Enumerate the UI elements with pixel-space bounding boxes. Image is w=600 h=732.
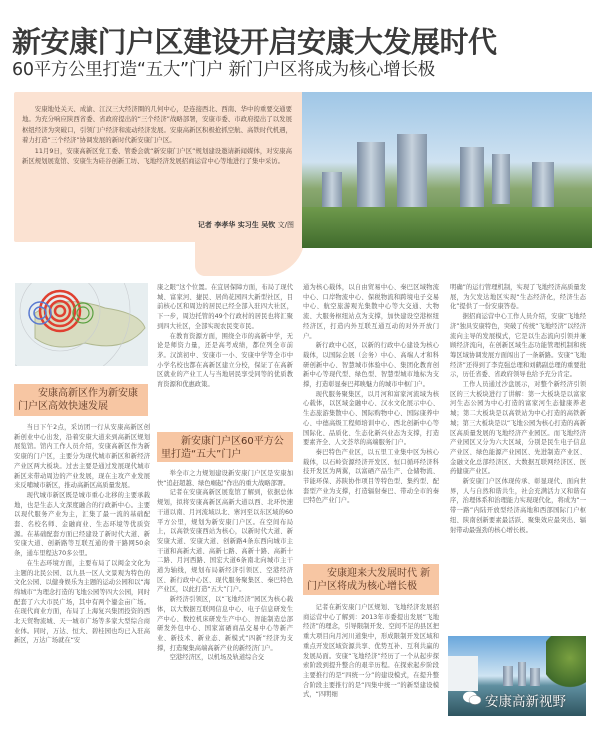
watermark [462, 690, 566, 710]
column-3-top [303, 283, 439, 558]
headline: 新安康门户区建设开启安康大发展时代 [12, 25, 497, 59]
intro-paragraph: 安康地处关天、成渝、江汉三大经济圈的几何中心，是连接西北、西南、华中的重要交通要地。为充分响应陕西省委、省政府提出的“三个经济”战略部署，安康市委、市政府提出了以发展枢纽经济为突破口，引领门户经济和流动经济发展。安康高新区积极抢抓空航、高铁时代机遇，着力打造“三个经济”协调发展的新时代新安康门户区。 [22, 105, 292, 145]
subhead-2 [157, 432, 293, 462]
subhead-1 [14, 384, 148, 416]
paragraph: 在教育资源方面，围绕全市的高新中学，无论是师资力量，还是高考成绩，都位列全市前茅。汉滨初中、安康市一小、安康中学等全市中小学名校也都在高新区建立分校，保证了在高新区就业的产业工人与当地居民享受同等的优质教育资源和优惠政策。 [157, 332, 293, 389]
column-1 [14, 423, 150, 731]
paragraph: 秦巴特色产业区，以五里工业集中区为核心载体，以石岭资源经济开发区、恒口循环经济科技开发区为两翼，以富硒产品生产、仓储物流、节能环保、苏陕协作项目等特色型、集约型、配套型产业为支撑，打造辐射秦巴、带动全市的秦巴特色产业门户。 [303, 448, 439, 505]
paragraph: 空港经济区，以机场及轨道综合交 [169, 654, 265, 662]
map-image [15, 283, 148, 366]
subhead-text: 安康迎来大发展时代 新门户区将成为核心增长极 [307, 568, 431, 592]
byline [198, 220, 294, 230]
paragraph: 现代城市新区既是城市重心北移的主要承载地，也是生态人文深度融合的行政新中心。主要以现代服务产业为主，汇集了最一流的基础配套、名校名师、金融商业、生态环境等优质资源。在基础配套方面已经建设了新时代大道、新安康大道、创新路等互联互通的骨干路网50余条，通车里程达70多公里。 [14, 491, 150, 558]
intro-text [22, 104, 292, 166]
wechat-icon [462, 690, 482, 710]
subhead-text: 新安康门户区60平方公里打造“五大”门户 [161, 436, 284, 460]
intro-box-tail [195, 236, 305, 276]
paragraph: 据招商运营中心工作人员介绍，安康“飞地经济”独具安康特色，突破了传统“飞地经济”以经济流向主导的发展模式，它是以生态流向引领并兼顾经济流向，在创新区域生态功能管理机制和统筹区域协调发展方面闯出了一条新路。安康“飞地经济”还得到了李克强总理和刘鹤副总理的重要批示，历任省委、省政府领导也给予充分肯定。 [450, 313, 586, 379]
paragraph: 明确”的运行管理机制，实现了飞地经济高质量发展，为欠发达地区实现“生态经济化，经济生态化”提供了一份安康答卷。 [450, 284, 586, 311]
paragraph: 新行政中心区，以新的行政中心建设为核心载体，以国际会展（会务）中心、高端人才和科研创新中心、智慧城市体验中心、集团化教育创新中心等现代型、绿色型、智慧型城市地标为支撑，打造彰显秦巴邦映魅力的城市中枢门户。 [303, 342, 439, 389]
column-2-top [157, 283, 293, 423]
paragraph: 康之眼”这个位置。在宜居保障方面，布局了现代城、富家河、捷民、居尚花园四大新型社区，目前核心区和周边的居民已经全部入驻四大社区，下一步，周边托管的49个行政村的居民也将汇聚到四大社区，全部实现农民变市民。 [157, 284, 293, 330]
intro-paragraph: 11月9日，安康高新区党工委、管委会就“新安康门户区”规划建设邀请新闻媒体，对安康高新区规划展览馆、安康生为硅谷创新工坊、飞地经济发展招商运营中心等地进行了集中采访。 [22, 146, 292, 166]
paragraph: 通为核心载体，以自由贸易中心、秦巴区域物流中心、口岸物流中心、保税物流和跨境电子交易中心、航空旅游观光集散中心等大交通、大物流、大服务枢纽站点为支撑，加快建设空港枢纽经济区，打造内外互联互通互动的对外开放门户。 [303, 284, 439, 340]
paragraph: 记者在安康高新区展览馆了解到，依据总体规划，拟将安康高新区高新大道以西、北环快速干道以南、月河流域以北、寨河至以东区域的60平方公里，规划为新安康门户区。在空间布局上，以高铁安康西站为核心，以新时代大道、新安康大道、安康大道、创新路4条东西向城市主干道和高新大道、高新七路、高新十路、高新十二路、月河西路、国宏大道6条南北向城市主干道为轴线，规划布局新经济引领区、空港经济区、新行政中心区、现代服务聚集区、秦巴特色产业区，以此打造“五大”门户。 [157, 489, 293, 594]
paragraph: 当日下午2点，采访团一行从安康高新区创新创业中心出发，沿着安康大道来到高新区规划展览馆。馆内工作人员介绍，安康高新区作为新安康的门户区，主要分为现代城市新区和新经济产业区两大板块。过去主要是通过发展现代城市新区来带动周边的产业发展，现在主攻产业发展来反哺城市新区，推动高新区高质量发展。 [14, 424, 150, 490]
paragraph: 记者在新安康门户区规划、飞地经济发展招商运营中心了解到：2013年市委提出发展“飞地经济”的理念，引导限制开发、空间不足的县区把重大项目向月河川道集中，形成限制开发区域和重点开发区域资源共享、优势互补、互利共赢的发展局面。安康“飞地经济”经历了一个从起步探索阶段到提升整合的艰辛历程。在探索起步阶段主要推行的是“四统一分”的建设模式，在提升整合阶段主要推行的是“四集中统一”的新型建设模式，“四明细 [303, 604, 439, 699]
paragraph: 举全市之力规划建设新安康门户区是安康加快“追赶超越、绿色崛起”作出的重大战略部署。 [157, 470, 293, 487]
photo-city-skyline [302, 92, 592, 248]
column-2-bottom [157, 469, 293, 731]
byline-authors: 记者 李孝华 实习生 吴钦 [197, 221, 276, 229]
subhead-3 [303, 564, 439, 595]
paragraph: 新安康门户区体现传承、彰显现代、面向世界，人与自然和谐共生，社会充满活力又和谐有序，治理体系和治理能力实现现代化，将成为“一带一路”内陆开放型经济高地和西部国际门户枢纽、陕南创新要素最活跃、聚集效应最突出、辐射带动最强劲的核心增长极。 [450, 478, 586, 534]
column-3-bottom [303, 603, 439, 731]
byline-suffix: 文/图 [277, 221, 294, 229]
paragraph: 现代服务聚集区，以月河和富家河流域为核心载体，以区域金融中心、汉水文化展示中心、生态旅游集散中心、国际购物中心、国际康养中心、中德高级工程师培训中心、西北创新中心等国际化、品质化、生态化新兴业态为支撑，打造要素齐全、人文荟萃的高端服务门户。 [303, 390, 439, 447]
subhead-text: 安康高新区作为新安康门户区高效快速发展 [18, 388, 138, 412]
paragraph: 在生态环境方面，主要布局了以闽金文化为主题的北民公园、以九县一区人文景观为特色的文化公园、以健身娱乐为主题的运动公园和以“海绵城市”为理念打造的飞地公园等四大公园，同时配套了六大市民广场，其中有两个鎏金亩广场。在现代商业方面，布局了上海复兴集团投资的西北天贸物流城、天一城市广场等多家大型综合商业体。同时，万达、恒大、碧桂园也均已入驻高新区，万达广场就在“安 [14, 559, 150, 645]
paragraph: 工作人员通过沙盘展示，对整个新经济引领区的三大板块进行了讲解：第一大板块是以富家河生态公园为中心打造的富家河生态健康养老城；第二大板块是以高铁站为中心打造的高铁新城；第三大板块是以“飞地公园为核心打造的高新区高质量发展的飞地经济产业园区。而飞地经济产业园区又分为六大区域，分别是民生电子信息产业区、绿色能源产业园区、先进制造产业区、金融文化总部经济区、大数据互联网经济区、医药健康产业区。 [450, 381, 586, 476]
paragraph: 新经济引领区，以“飞地经济”园区为核心载体，以大数据互联网信息中心、电子信息研发生产中心、数控机床研发生产中心、智能制造总部研发外包中心、国家富硒商品交易中心等新产业、新技术、新业态、新模式“四新”经济为支撑，打造聚集高端高新产业的新经济门户。 [157, 596, 293, 652]
watermark-text: 安康高新视野 [485, 694, 566, 710]
subheadline: 60平方公里打造“五大”门户 新门户区将成为核心增长极 [12, 60, 435, 80]
column-4 [450, 283, 586, 613]
